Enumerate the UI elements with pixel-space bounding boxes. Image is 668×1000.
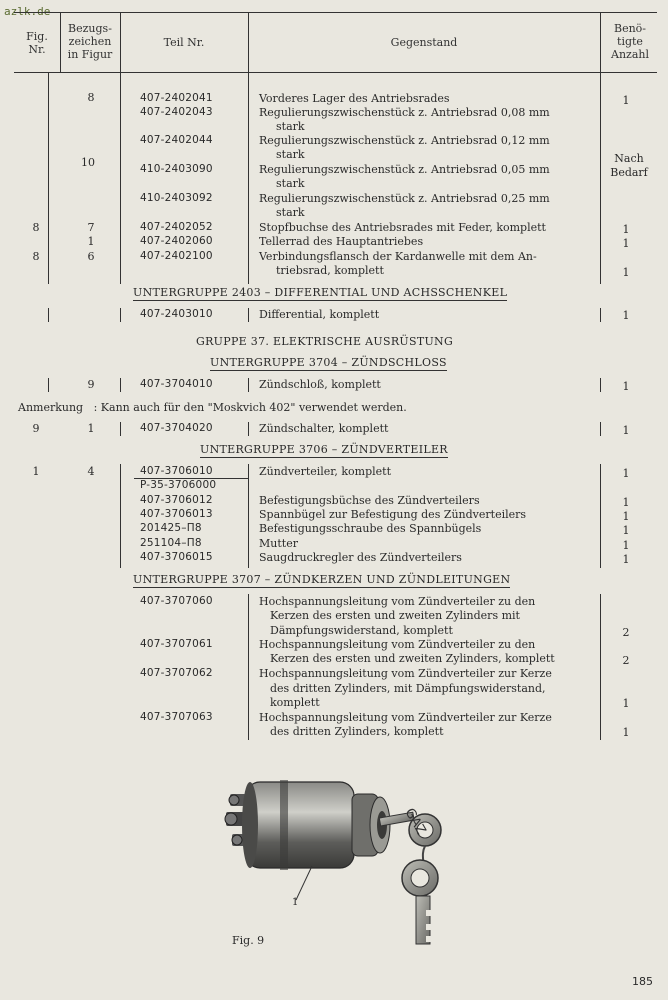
- table-row-qty: 1: [622, 223, 630, 236]
- section-heading-3707: UNTERGRUPPE 3707 – ZÜNDKERZEN UND ZÜNDLEITUNGEN: [133, 573, 511, 586]
- key-ring-icon: [402, 846, 438, 944]
- table-row-qty: 1: [622, 94, 630, 107]
- table-row-qty: 1: [622, 467, 630, 480]
- table-row-bez: 7: [87, 221, 95, 234]
- header-divider: [600, 12, 601, 72]
- table-row-part: 410-2403090: [140, 163, 213, 175]
- table-row-desc: komplett: [270, 696, 320, 709]
- table-row-desc: stark: [276, 206, 305, 219]
- table-row-bez: 1: [87, 235, 95, 248]
- header-divider: [248, 12, 249, 72]
- table-row-desc: Vorderes Lager des Antriebsrades: [259, 92, 450, 105]
- table-row-part: 407-3706013: [140, 508, 213, 520]
- table-row-bez: 1: [87, 422, 95, 435]
- table-row-part: 201425–П8: [140, 522, 202, 534]
- column-rule: [120, 378, 121, 392]
- table-row-desc: Differential, komplett: [259, 308, 380, 321]
- table-row-desc: triebsrad, komplett: [276, 264, 384, 277]
- header-divider: [60, 12, 61, 72]
- table-row-bez: 8: [87, 91, 95, 104]
- group-heading-37: GRUPPE 37. ELEKTRISCHE AUSRÜSTUNG: [196, 335, 454, 348]
- column-rule: [248, 72, 249, 284]
- table-row-part: 407-2402043: [140, 106, 213, 118]
- table-row-desc: Spannbügel zur Befestigung des Zündverteilers: [259, 508, 527, 521]
- table-row-qty: 1: [622, 237, 630, 250]
- table-row-desc: Kerzen des ersten und zweiten Zylinders, komplett: [270, 652, 555, 665]
- table-row-bez: 6: [87, 250, 95, 263]
- column-rule: [120, 422, 121, 436]
- table-row-part: 407-2402044: [140, 134, 213, 146]
- column-rule: [600, 464, 601, 568]
- table-row-desc: Hochspannungsleitung vom Zündverteiler zu den: [259, 638, 536, 651]
- table-row-desc: Saugdruckregler des Zündverteilers: [259, 551, 462, 564]
- table-row-part: 407-3704010: [140, 378, 213, 390]
- table-row-desc: des dritten Zylinders, mit Dämpfungswiderstand,: [270, 682, 546, 695]
- column-rule: [120, 308, 121, 322]
- table-row-desc: Zündverteiler, komplett: [259, 465, 391, 478]
- table-row-desc: Regulierungszwischenstück z. Antriebsrad 0,08 mm: [259, 106, 550, 119]
- figure-callout: 1: [292, 897, 299, 908]
- column-rule: [600, 308, 601, 322]
- table-row-part: 407-3704020: [140, 422, 213, 434]
- table-row-bez: 9: [87, 378, 95, 391]
- column-rule: [248, 308, 249, 322]
- table-row-qty: Nach: [614, 152, 644, 165]
- table-row-desc: Kerzen des ersten und zweiten Zylinders mit: [270, 609, 520, 622]
- table-row-desc: Regulierungszwischenstück z. Antriebsrad 0,12 mm: [259, 134, 550, 147]
- table-row-part: 407-3706015: [140, 551, 213, 563]
- section-heading-2403: UNTERGRUPPE 2403 – DIFFERENTIAL UND ACHSSCHENKEL: [133, 286, 508, 299]
- header-top-rule: [14, 12, 657, 13]
- table-row-part: 407-2403010: [140, 308, 213, 320]
- header-bottom-rule: [14, 72, 657, 73]
- table-row-qty: 1: [622, 524, 630, 537]
- column-rule: [120, 464, 121, 568]
- table-row-desc: Verbindungsflansch der Kardanwelle mit dem An-: [259, 250, 537, 263]
- header-divider: [120, 12, 121, 72]
- table-row-fig: 9: [32, 422, 40, 435]
- ignition-switch-figure: [220, 760, 460, 960]
- column-rule: [600, 422, 601, 436]
- table-row-qty: 1: [622, 697, 630, 710]
- table-row-fig: 8: [32, 221, 40, 234]
- table-row-desc: stark: [276, 177, 305, 190]
- table-row-qty: 1: [622, 496, 630, 509]
- table-row-qty: 1: [622, 380, 630, 393]
- table-row-part: 407-3707062: [140, 667, 213, 679]
- table-row-desc: Stopfbuchse des Antriebsrades mit Feder, komplett: [259, 221, 546, 234]
- column-rule: [248, 594, 249, 740]
- table-row-fig: 1: [32, 465, 40, 478]
- table-row-desc: Zündschloß, komplett: [259, 378, 381, 391]
- table-row-part: 407-2402052: [140, 221, 213, 233]
- table-row-part: 251104–П8: [140, 537, 202, 549]
- table-row-qty: 1: [622, 424, 630, 437]
- table-row-desc: Hochspannungsleitung vom Zündverteiler zur Kerze: [259, 667, 552, 680]
- table-row-bez: 4: [87, 465, 95, 478]
- table-row-qty: 1: [622, 726, 630, 739]
- header-gegenstand: Gegenstand: [390, 36, 458, 49]
- column-rule: [248, 464, 249, 568]
- svg-text:GAZ: GAZ: [401, 805, 429, 838]
- column-rule: [248, 422, 249, 436]
- page-number: 185: [632, 975, 653, 988]
- table-row-qty: 2: [622, 654, 630, 667]
- table-row-part: 407-2402041: [140, 92, 213, 104]
- section-heading-3706: UNTERGRUPPE 3706 – ZÜNDVERTEILER: [200, 443, 448, 456]
- column-rule: [600, 378, 601, 392]
- table-row-part: 407-3706010: [140, 465, 213, 477]
- column-rule: [120, 72, 121, 284]
- table-row-qty: 1: [622, 309, 630, 322]
- table-row-fig: 8: [32, 250, 40, 263]
- section-heading-3704: UNTERGRUPPE 3704 – ZÜNDSCHLOSS: [210, 356, 447, 369]
- column-rule: [48, 72, 49, 284]
- table-row-qty: 1: [622, 539, 630, 552]
- column-rule: [48, 378, 49, 392]
- table-row-part: 407-3707063: [140, 711, 213, 723]
- table-row-qty: 2: [622, 626, 630, 639]
- note: Anmerkung : Kann auch für den "Moskvich 402" verwendet werden.: [18, 401, 407, 414]
- column-rule: [600, 594, 601, 740]
- figure-caption: Fig. 9: [232, 934, 265, 947]
- table-row-part: 407-2402100: [140, 250, 213, 262]
- column-rule: [48, 308, 49, 322]
- table-row-desc: Regulierungszwischenstück z. Antriebsrad 0,05 mm: [259, 163, 550, 176]
- table-row-part: P-35-3706000: [140, 479, 217, 491]
- table-row-desc: Hochspannungsleitung vom Zündverteiler zur Kerze: [259, 711, 552, 724]
- table-row-bez: 10: [81, 156, 95, 169]
- header-teil-nr: Teil Nr.: [163, 36, 205, 49]
- table-row-desc: stark: [276, 120, 305, 133]
- table-row-desc: Befestigungsschraube des Spannbügels: [259, 522, 482, 535]
- table-row-part: 407-3707060: [140, 595, 213, 607]
- table-row-part: 407-3706012: [140, 494, 213, 506]
- header-anzahl: Benö- tigte Anzahl: [611, 22, 649, 61]
- table-row-part: 410-2403092: [140, 192, 213, 204]
- column-rule: [248, 378, 249, 392]
- table-row-desc: Dämpfungswiderstand, komplett: [270, 624, 453, 637]
- table-row-qty: 1: [622, 553, 630, 566]
- table-row-qty: 1: [622, 266, 630, 279]
- header-fig: Fig. Nr.: [26, 30, 48, 56]
- table-row-part: 407-3707061: [140, 638, 213, 650]
- table-row-part: 407-2402060: [140, 235, 213, 247]
- table-row-desc: Zündschalter, komplett: [259, 422, 389, 435]
- table-row-desc: Hochspannungsleitung vom Zündverteiler zu den: [259, 595, 536, 608]
- table-row-desc: Regulierungszwischenstück z. Antriebsrad 0,25 mm: [259, 192, 550, 205]
- table-row-desc: des dritten Zylinders, komplett: [270, 725, 444, 738]
- table-row-desc: Befestigungsbüchse des Zündverteilers: [259, 494, 480, 507]
- table-row-qty: Bedarf: [610, 166, 648, 179]
- table-row-qty: 1: [622, 510, 630, 523]
- header-bezugszeichen: Bezugs- zeichen in Figur: [67, 22, 113, 61]
- column-rule: [600, 72, 601, 284]
- table-row-desc: Tellerrad des Hauptantriebes: [259, 235, 424, 248]
- watermark: azlk.de: [4, 5, 51, 18]
- table-row-desc: Mutter: [259, 537, 298, 550]
- table-row-desc: stark: [276, 148, 305, 161]
